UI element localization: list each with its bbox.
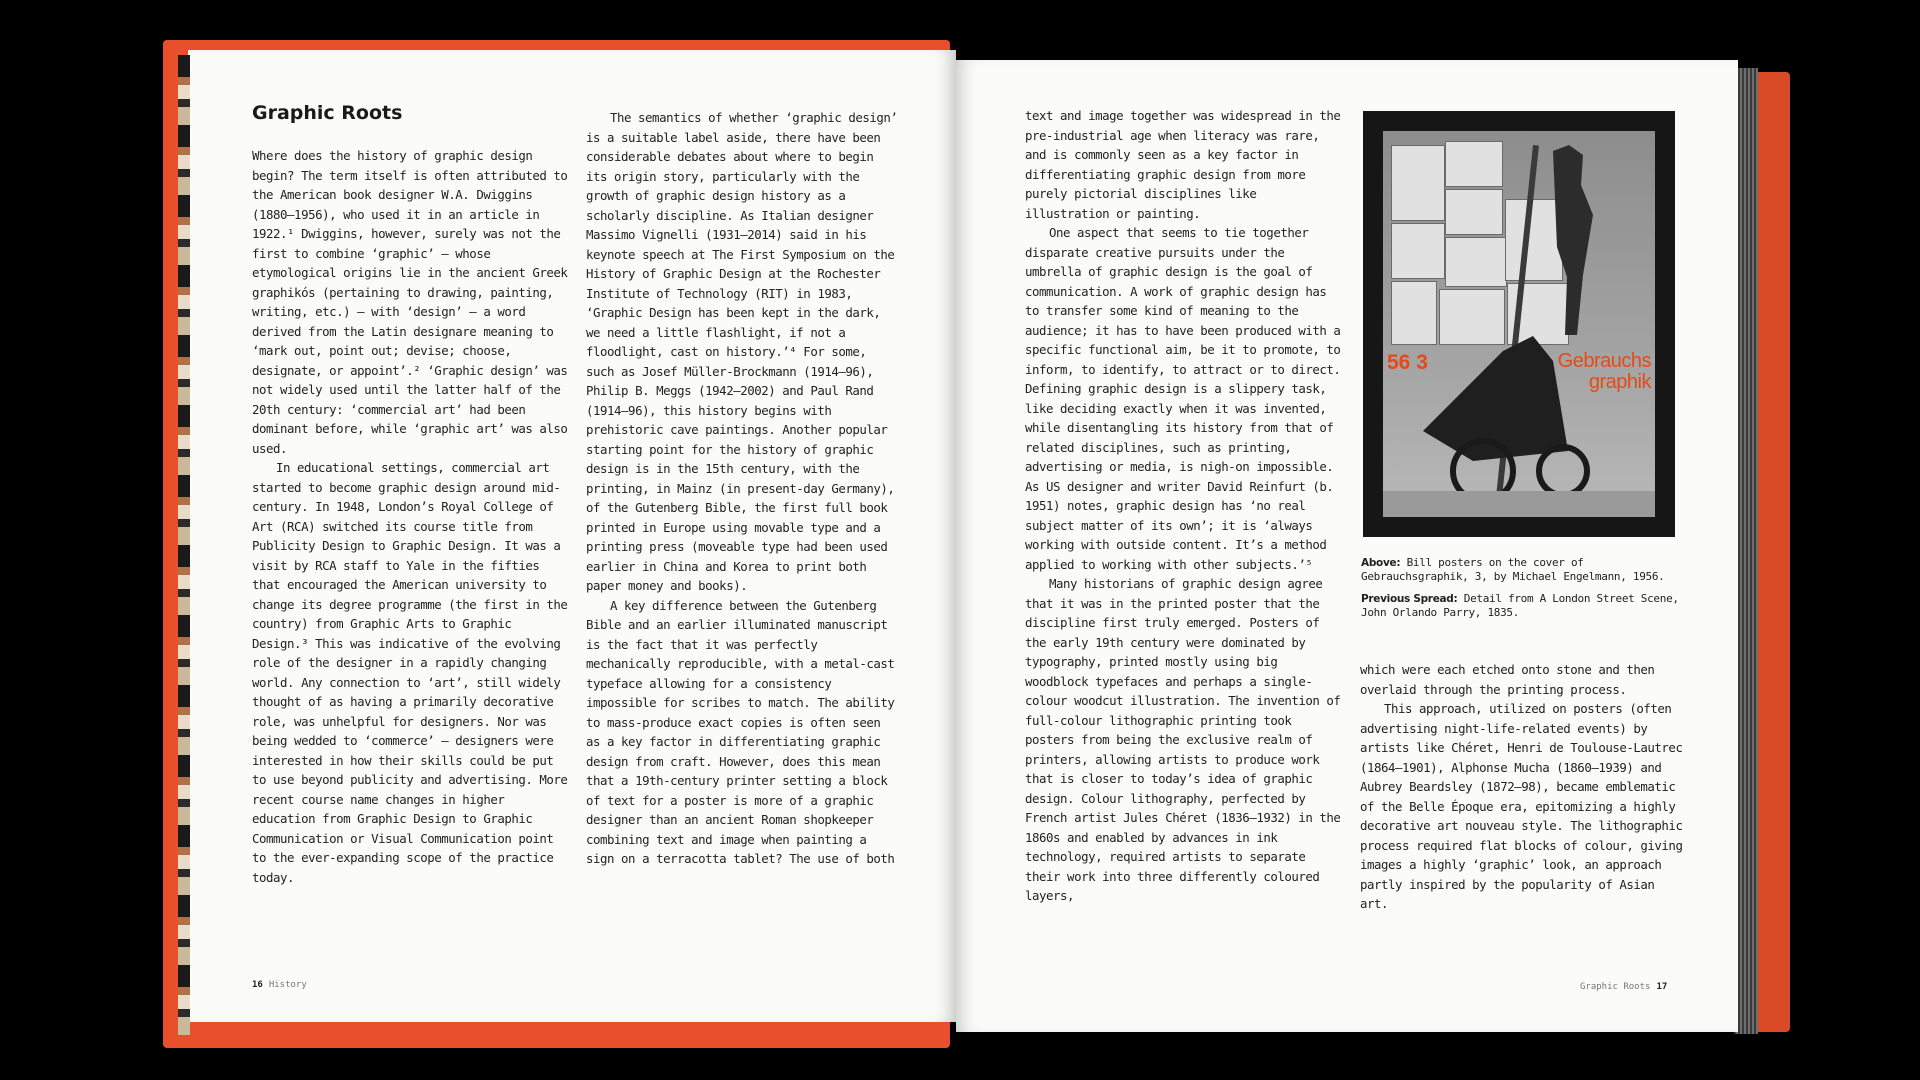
magazine-title	[1558, 351, 1651, 393]
page-number: 16	[252, 980, 263, 990]
caption-previous-spread	[1361, 592, 1687, 620]
folio-right	[1580, 982, 1673, 992]
right-column-2	[1360, 660, 1686, 960]
paragraph: One aspect that seems to tie together disparate creative pursuits under the umbrella of graphic design is the goal of communication. A work of graphic design has to transfer some kind of meaning to the audience; it has to have been produced with a specific functional aim, be it to promote, to inform, to identify, to attract or to direct. Defining graphic design is a slippery task, like deciding exactly when it was invented, while disentangling its history from that of related disciplines, such as printing, advertising or media, is nigh-on impossible. As US designer and writer David Reinfurt (b. 1951) notes, graphic design has ‘no real subject matter of its own’; it is ‘always working with outside content. It’s a method applied to working with other subjects.’⁵	[1025, 225, 1341, 572]
running-head: Graphic Roots	[1580, 982, 1651, 992]
left-column-2	[586, 108, 898, 960]
right-column-1	[1025, 106, 1345, 958]
folio-left	[246, 980, 307, 990]
paragraph: In educational settings, commercial art started to become graphic design around mid-century. In 1948, London’s Royal College of Art (RCA) switched its course title from Publicity Design to Graphic Design. It was a visit by RCA staff to Yale in the fifties that encouraged the American university to change its degree programme (the first in the country) from Graphic Arts to Graphic Design.³ This was indicative of the evolving role of the designer in a rapidly changing world. Any connection to ‘art’, still widely thought of as having a primarily decorative role, was unhelpful for designers. Nor was being wedded to ‘commerce’ – designers were interested in how their skills could be put to use beyond publicity and advertising. More recent course name changes in higher education from Graphic Design to Graphic Communication or Visual Communication point to the ever-expanding scope of the practice today.	[252, 460, 568, 885]
paragraph: This approach, utilized on posters (often advertising night-life-related events) by artists like Chéret, Henri de Toulouse-Lautrec (1864–1901), Alphonse Mucha (1860–1939) and Aubrey Beardsley (1872–98), became emblematic of the Belle Époque era, epitomizing a highly decorative art nouveau style. The lithographic process required flat blocks of colour, giving images a highly ‘graphic’ look, an approach partly inspired by the popularity of Asian art.	[1360, 701, 1683, 911]
left-column-1	[252, 146, 570, 958]
running-head: History	[268, 980, 307, 990]
paragraph: Where does the history of graphic design begin? The term itself is often attributed to the American book designer W.A. Dwiggins (1880–1956), who used it in an article in 1922.¹ Dwiggins, however, surely was not the first to combine ‘graphic’ – whose etymological origins lie in the ancient Greek graphikós (pertaining to drawing, painting, writing, etc.) – with ‘design’ – a word derived from the Latin designare meaning to ‘mark out, point out; devise; choose, designate, or appoint’.² ‘Graphic design’ was not widely used until the latter half of the 20th century: ‘commercial art’ had been dominant before, while ‘graphic art’ was also used.	[252, 148, 568, 456]
bill-posters-image	[1383, 131, 1655, 517]
magazine-issue-number: 56 3	[1387, 351, 1428, 374]
previous-spread-edge	[178, 55, 190, 1035]
caption-text: Bill posters on the cover of Gebrauchsgraphik, 3, by Michael Engelmann, 1956.	[1361, 556, 1665, 583]
paragraph: Many historians of graphic design agree that it was in the printed poster that the discipline first truly emerged. Posters of the early 19th century were dominated by typography, printed mostly using big woodblock typefaces and perhaps a single-colour woodcut illustration. The invention of full-colour lithographic printing took posters from being the exclusive realm of printers, allowing artists to produce work that is closer to today’s idea of graphic design. Colour lithography, perfected by French artist Jules Chéret (1836–1932) in the 1860s and enabled by advances in ink technology, required artists to separate their work into three differently coloured layers,	[1025, 576, 1341, 903]
figure-caption	[1361, 556, 1687, 628]
caption-label: Above:	[1361, 557, 1401, 569]
bill-poster-scene-svg	[1383, 131, 1655, 517]
magazine-title-line: Gebrauchs	[1557, 350, 1651, 372]
paragraph: text and image together was widespread in the pre-industrial age when literacy was rare, and is commonly seen as a key factor in differentiating graphic design from more purely pictorial disciplines like illustration or painting.	[1025, 108, 1341, 221]
caption-text: Detail from A London Street Scene, John Orlando Parry, 1835.	[1361, 592, 1679, 619]
paragraph: The semantics of whether ‘graphic design’ is a suitable label aside, there have been considerable debates about where to begin its origin story, particularly with the growth of graphic design history as a scholarly discipline. As Italian designer Massimo Vignelli (1931–2014) said in his keynote speech at The First Symposium on the History of Graphic Design at the Rochester Institute of Technology (RIT) in 1983, ‘Graphic Design has been kept in the dark, we need a little flashlight, if not a floodlight, cast on history.’⁴ For some, such as Josef Müller-Brockmann (1914–96), Philip B. Meggs (1942–2002) and Paul Rand (1914–96), this history begins with prehistoric cave paintings. Another popular starting point for the history of graphic design is in the 15th century, with the printing, in Mainz (in present-day Germany), of the Gutenberg Bible, the first full book printed in Europe using movable type and a printing press (moveable type had been used earlier in China and Korea to print both paper money and books).	[586, 110, 898, 593]
paragraph: A key difference between the Gutenberg Bible and an earlier illuminated manuscript is the fact that it was perfectly mechanically reproducible, with a metal-cast typeface allowing for a consistency impossible for scribes to match. The ability to mass-produce exact copies is often seen as a key factor in differentiating graphic design from craft. However, does this mean that a 19th-century printer setting a block of text for a poster is more of a graphic designer than an ancient Roman shopkeeper combining text and image when painting a sign on a terracotta tablet? The use of both	[586, 597, 895, 866]
page-heading: Graphic Roots	[252, 102, 403, 124]
magazine-title-line: graphik	[1588, 371, 1651, 393]
caption-label: Previous Spread:	[1361, 593, 1458, 605]
paragraph: which were each etched onto stone and then overlaid through the printing process.	[1360, 662, 1655, 697]
caption-above	[1361, 556, 1687, 584]
magazine-cover-photo	[1363, 111, 1675, 537]
page-number: 17	[1656, 982, 1668, 992]
